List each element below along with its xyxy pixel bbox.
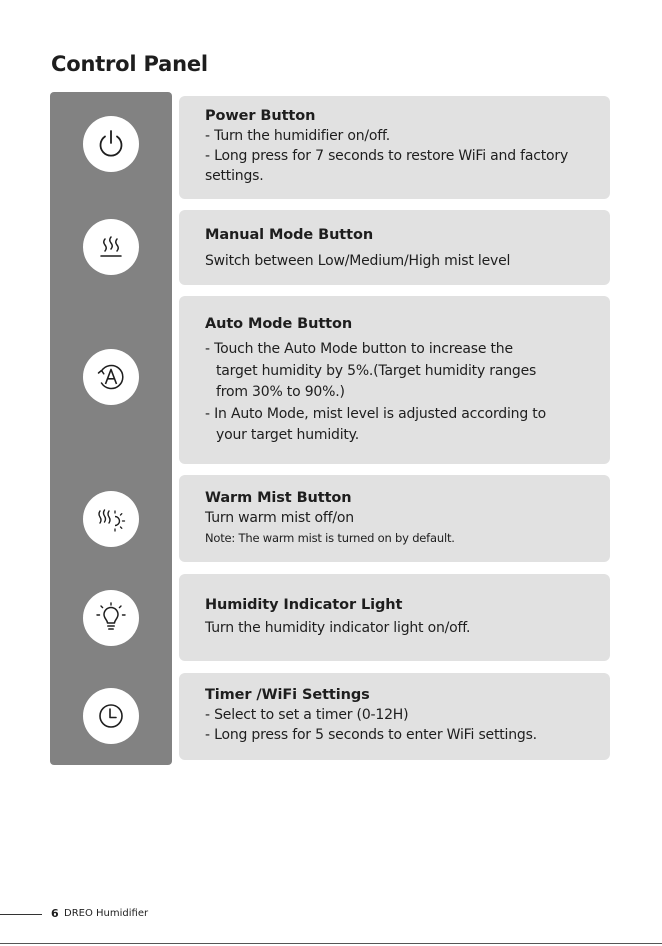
card-title: Timer /WiFi Settings <box>205 687 370 703</box>
timer-button-icon-circle[interactable] <box>83 688 139 744</box>
card-line: your target humidity. <box>216 427 360 443</box>
light-bulb-icon <box>94 601 128 635</box>
card-title: Power Button <box>205 108 316 124</box>
power-button-card <box>179 96 610 199</box>
card-line: Turn the humidity indicator light on/off. <box>205 620 471 636</box>
icon-column <box>50 92 172 765</box>
card-title: Warm Mist Button <box>205 490 352 506</box>
card-line: Turn warm mist off/on <box>205 510 354 526</box>
card-line: - In Auto Mode, mist level is adjusted according to <box>205 405 546 422</box>
card-note: Note: The warm mist is turned on by default. <box>205 531 455 545</box>
bottom-rule <box>0 943 662 944</box>
card-line: Switch between Low/Medium/High mist level <box>205 253 511 269</box>
card-line: - Long press for 5 seconds to enter WiFi settings. <box>205 727 537 743</box>
footer-rule <box>0 914 42 915</box>
power-icon <box>94 127 128 161</box>
card-title: Manual Mode Button <box>205 227 374 243</box>
indicator-light-card <box>179 574 610 661</box>
card-line: target humidity by 5%.(Target humidity ranges <box>216 362 537 379</box>
card-line: from 30% to 90%.) <box>216 384 345 400</box>
manual-mode-icon <box>94 230 128 264</box>
page-number: 6 <box>51 907 59 920</box>
card-line: settings. <box>205 168 264 184</box>
card-line: - Long press for 7 seconds to restore WiFi and factory <box>205 148 569 164</box>
manual-mode-button-icon-circle[interactable] <box>83 219 139 275</box>
indicator-light-button-icon-circle[interactable] <box>83 590 139 646</box>
auto-mode-card <box>179 296 610 464</box>
warm-mist-button-icon-circle[interactable] <box>83 491 139 547</box>
card-line: - Select to set a timer (0-12H) <box>205 707 409 723</box>
warm-mist-icon <box>94 502 128 536</box>
card-line: - Turn the humidifier on/off. <box>205 128 390 144</box>
card-title: Humidity Indicator Light <box>205 597 403 613</box>
power-button-icon-circle[interactable] <box>83 116 139 172</box>
card-title: Auto Mode Button <box>205 316 353 332</box>
page-title: Control Panel <box>51 52 208 76</box>
warm-mist-card <box>179 475 610 562</box>
footer-brand: DREO Humidifier <box>64 908 149 919</box>
auto-mode-icon <box>94 360 128 394</box>
manual-mode-card <box>179 210 610 285</box>
timer-wifi-card <box>179 673 610 760</box>
card-line: - Touch the Auto Mode button to increase the <box>205 341 513 357</box>
clock-icon <box>94 699 128 733</box>
auto-mode-button-icon-circle[interactable] <box>83 349 139 405</box>
